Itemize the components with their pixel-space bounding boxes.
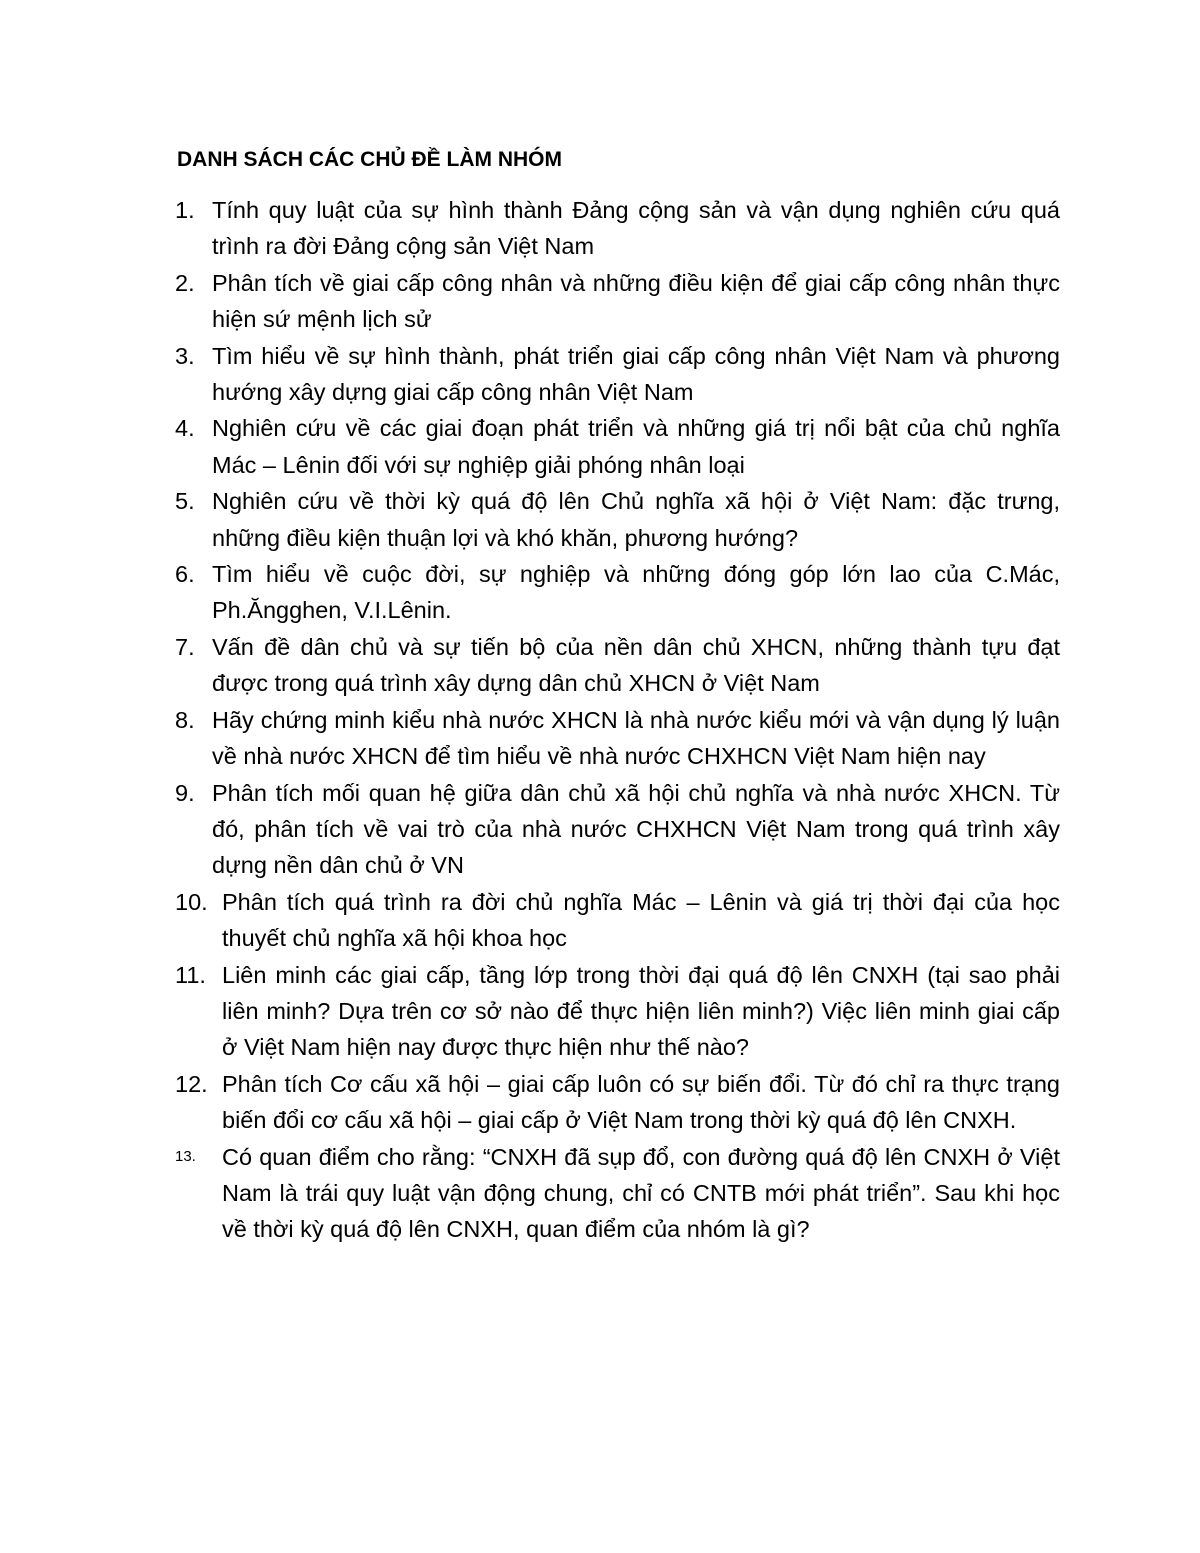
topic-text: Liên minh các giai cấp, tầng lớp trong thời đại quá độ lên CNXH (tại sao phải liên minh? Dựa trên cơ sở nào để thực hiện liên minh?) Việc liên minh giai cấp ở Việt Nam hiện nay được thực hiện như thế nào? (222, 961, 1060, 1061)
topic-text: Phân tích về giai cấp công nhân và những điều kiện để giai cấp công nhân thực hiện sứ mệnh lịch sử (212, 269, 1060, 333)
topic-text: Tìm hiểu về sự hình thành, phát triển giai cấp công nhân Việt Nam và phương hướng xây dựng giai cấp công nhân Việt Nam (212, 342, 1060, 406)
topic-number: 4. (175, 415, 195, 442)
topic-item (175, 192, 1060, 265)
topic-text: Tìm hiểu về cuộc đời, sự nghiệp và những đóng góp lớn lao của C.Mác, Ph.Ăngghen, V.I.Lênin. (212, 561, 1060, 624)
topic-number: 11. (175, 961, 206, 988)
topic-text: Hãy chứng minh kiểu nhà nước XHCN là nhà nước kiểu mới và vận dụng lý luận về nhà nước XHCN để tìm hiểu về nhà nước CHXHCN Việt Nam hiện nay (212, 706, 1060, 770)
topic-number: 6. (175, 561, 195, 588)
topic-number: 10. (175, 888, 208, 915)
topic-item (175, 410, 1060, 483)
topic-item (175, 629, 1060, 702)
topic-item (175, 957, 1060, 1066)
topic-number: 3. (175, 342, 195, 369)
topic-text: Nghiên cứu về các giai đoạn phát triển và những giá trị nổi bật của chủ nghĩa Mác – Lênin đối với sự nghiệp giải phóng nhân loại (212, 415, 1060, 478)
topic-text: Tính quy luật của sự hình thành Đảng cộng sản và vận dụng nghiên cứu quá trình ra đời Đảng cộng sản Việt Nam (212, 197, 1060, 260)
topic-item (175, 884, 1060, 957)
topic-text: Có quan điểm cho rằng: “CNXH đã sụp đổ, con đường quá độ lên CNXH ở Việt Nam là trái quy luật vận động chung, chỉ có CNTB mới phát triển”. Sau khi học về thời kỳ quá độ lên CNXH, quan điểm của nhóm là gì? (222, 1143, 1060, 1243)
topic-item (175, 338, 1060, 411)
topic-number: 12. (175, 1070, 208, 1097)
topic-item (175, 775, 1060, 884)
topic-item (175, 1066, 1060, 1139)
topic-number: 8. (175, 706, 195, 733)
topic-number: 13. (175, 1147, 196, 1165)
topic-text: Phân tích mối quan hệ giữa dân chủ xã hội chủ nghĩa và nhà nước XHCN. Từ đó, phân tích về vai trò của nhà nước CHXHCN Việt Nam trong quá trình xây dựng nền dân chủ ở VN (212, 779, 1060, 879)
topic-number: 7. (175, 633, 195, 660)
topic-item (175, 556, 1060, 629)
topic-item (175, 1139, 1060, 1248)
topic-item (175, 702, 1060, 775)
topic-number: 2. (175, 269, 195, 296)
topic-list (175, 192, 1060, 1248)
topic-item (175, 265, 1060, 338)
document-title: DANH SÁCH CÁC CHỦ ĐỀ LÀM NHÓM (177, 148, 562, 171)
topic-text: Nghiên cứu về thời kỳ quá độ lên Chủ nghĩa xã hội ở Việt Nam: đặc trưng, những điều kiện thuận lợi và khó khăn, phương hướng? (212, 488, 1060, 551)
topic-number: 1. (175, 197, 195, 223)
topic-number: 5. (175, 488, 195, 515)
topic-text: Vấn đề dân chủ và sự tiến bộ của nền dân chủ XHCN, những thành tựu đạt được trong quá trình xây dựng dân chủ XHCN ở Việt Nam (212, 633, 1060, 697)
topic-text: Phân tích Cơ cấu xã hội – giai cấp luôn có sự biến đổi. Từ đó chỉ ra thực trạng biến đổi cơ cấu xã hội – giai cấp ở Việt Nam trong thời kỳ quá độ lên CNXH. (222, 1070, 1060, 1134)
topic-text: Phân tích quá trình ra đời chủ nghĩa Mác – Lênin và giá trị thời đại của học thuyết chủ nghĩa xã hội khoa học (222, 888, 1060, 952)
topic-number: 9. (175, 779, 195, 806)
topic-item (175, 483, 1060, 556)
